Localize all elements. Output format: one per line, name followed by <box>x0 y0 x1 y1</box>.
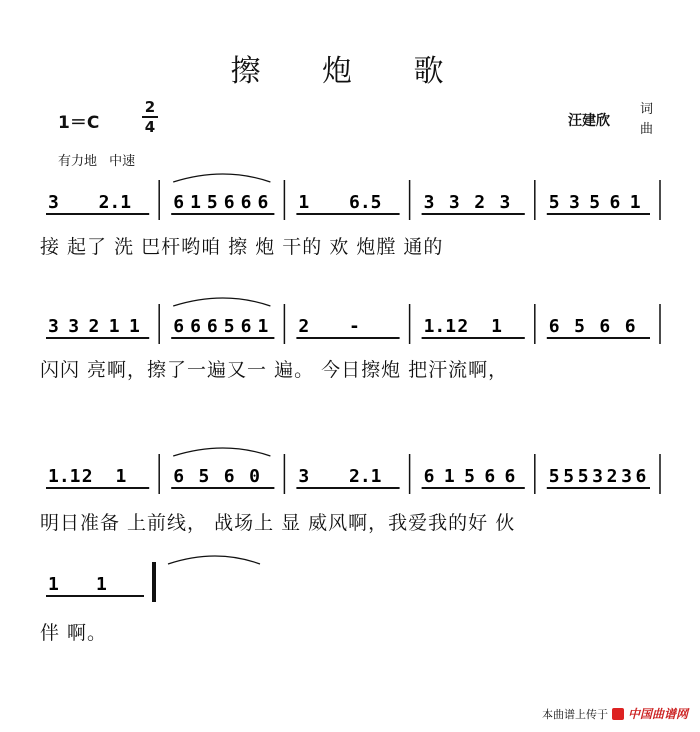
note: 6 <box>609 192 621 213</box>
note: 5 <box>223 316 235 337</box>
note: 1 <box>48 574 59 595</box>
note: 1 <box>629 192 641 213</box>
note: 6 <box>173 192 185 213</box>
note: 3 <box>48 316 59 337</box>
note: 3 <box>499 192 511 213</box>
lyric-line-1: 接 起了 洗 巴杆哟咱 擦 炮 干的 欢 炮膛 通的 <box>40 236 444 258</box>
footer-text: 本曲谱上传于 <box>541 707 608 721</box>
note: 1 <box>115 466 127 487</box>
note: 6 <box>240 316 252 337</box>
note: 3 <box>298 466 310 487</box>
note: 2.1 <box>98 192 132 213</box>
note: 1 <box>96 574 107 595</box>
note: 1 <box>491 316 502 337</box>
tempo-marking: 有力地 中速 <box>58 154 136 169</box>
slur-arc <box>173 174 270 182</box>
note: 2 <box>88 316 100 337</box>
note: 3 <box>48 192 59 213</box>
note: 5 <box>548 192 560 213</box>
note: 1 <box>128 316 140 337</box>
author-roles: 词 曲 <box>640 102 654 137</box>
note: 6 <box>190 316 201 337</box>
song-title: 擦 炮 歌 <box>230 54 470 89</box>
note: 5 <box>206 192 218 213</box>
note: 6 <box>548 316 560 337</box>
slur-arc <box>173 448 270 456</box>
note: 6 <box>223 192 235 213</box>
lyric-line-4: 伴 啊。 <box>40 622 108 644</box>
note: 5 <box>577 466 589 487</box>
note: 6 <box>223 466 235 487</box>
note: 1.1 <box>423 316 457 337</box>
note: 2 <box>298 316 310 337</box>
note: 6 <box>423 466 435 487</box>
note: 3 <box>448 192 460 213</box>
lyric-line-2: 闪闪 亮啊，擦了一遍又一 遍。 今日擦炮 把汗流啊， <box>40 359 509 381</box>
note: 1 <box>298 192 310 213</box>
note: 1 <box>443 466 455 487</box>
note: 6 <box>257 192 269 213</box>
note: 5 <box>589 192 601 213</box>
note: 2.1 <box>349 466 382 487</box>
note: 2 <box>457 316 469 337</box>
slur-arc <box>168 556 260 564</box>
meter-top: 2 <box>144 98 156 116</box>
slur-arc <box>173 298 270 306</box>
note: 5 <box>563 466 575 487</box>
note: - <box>349 316 360 337</box>
note: 6.5 <box>349 192 382 213</box>
note: 6 <box>173 316 185 337</box>
meter-bottom: 4 <box>144 118 156 136</box>
note: 3 <box>569 192 580 213</box>
note: 6 <box>484 466 496 487</box>
note: 0 <box>249 466 260 487</box>
note: 6 <box>504 466 516 487</box>
note: 6 <box>206 316 218 337</box>
note: 2 <box>606 466 618 487</box>
note: 3 <box>592 466 604 487</box>
note: 1.1 <box>48 466 81 487</box>
note: 1 <box>108 316 120 337</box>
author-name: 汪建欣 <box>568 113 610 129</box>
note: 6 <box>635 466 647 487</box>
note: 3 <box>423 192 435 213</box>
note: 5 <box>548 466 560 487</box>
note: 6 <box>599 316 611 337</box>
note: 5 <box>574 316 585 337</box>
note: 3 <box>621 466 632 487</box>
note: 2 <box>474 192 486 213</box>
lyric-line-3: 明日准备 上前线， 战场上 显 威风啊，我爱我的好 伙 <box>40 512 516 534</box>
note: 5 <box>464 466 475 487</box>
note: 1 <box>190 192 201 213</box>
note: 3 <box>68 316 80 337</box>
footer <box>542 705 688 722</box>
key-signature: 1＝C <box>58 113 100 133</box>
note: 1 <box>257 316 269 337</box>
note: 6 <box>624 316 636 337</box>
note: 6 <box>240 192 252 213</box>
site-logo-text: 中国曲谱网 <box>627 707 688 721</box>
note: 6 <box>173 466 185 487</box>
site-logo-icon <box>612 708 624 720</box>
note: 2 <box>81 466 93 487</box>
note: 5 <box>198 466 210 487</box>
